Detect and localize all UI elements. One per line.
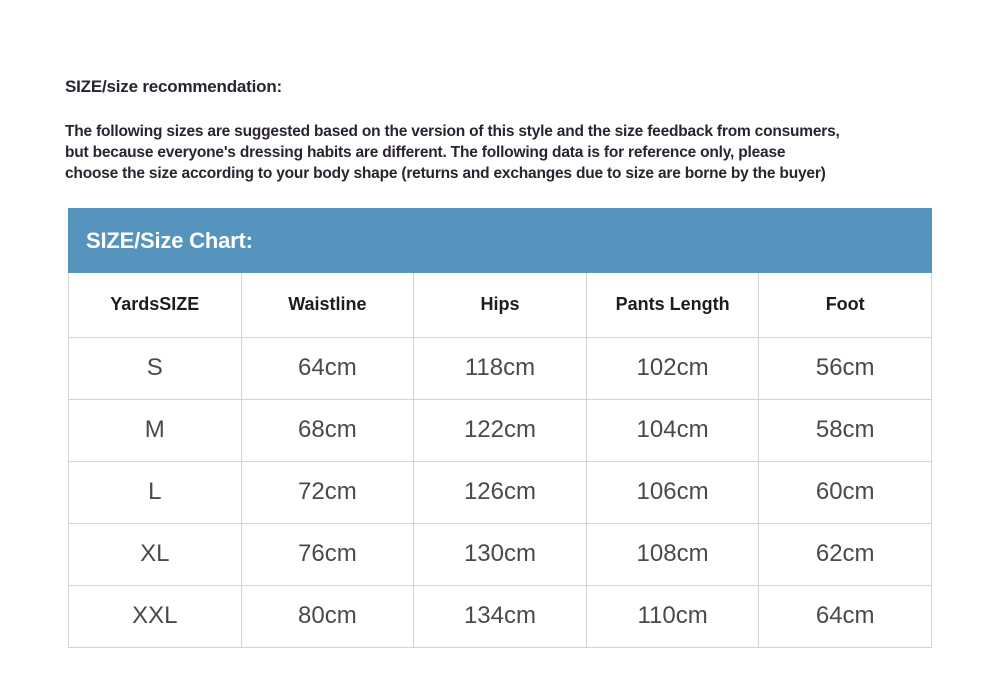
hips-cell: 122cm	[414, 399, 587, 461]
pants-length-cell: 102cm	[586, 337, 759, 399]
column-header-yards-size: YardsSIZE	[69, 273, 242, 337]
hips-cell: 134cm	[414, 585, 587, 647]
size-chart	[68, 208, 932, 648]
foot-cell: 58cm	[759, 399, 932, 461]
hips-cell: 126cm	[414, 461, 587, 523]
column-header-foot: Foot	[759, 273, 932, 337]
recommendation-body	[65, 121, 945, 184]
waistline-cell: 68cm	[241, 399, 414, 461]
size-label-cell: M	[69, 399, 242, 461]
pants-length-cell: 110cm	[586, 585, 759, 647]
recommendation-heading: SIZE/size recommendation:	[65, 77, 282, 96]
waistline-cell: 80cm	[241, 585, 414, 647]
waistline-cell: 76cm	[241, 523, 414, 585]
table-row-s	[69, 337, 932, 399]
size-label-cell: S	[69, 337, 242, 399]
pants-length-cell: 104cm	[586, 399, 759, 461]
recommendation-body-line: The following sizes are suggested based on the version of this style and the size feedback from consumers,	[65, 123, 840, 140]
table-row-xxl	[69, 585, 932, 647]
size-chart-table	[68, 273, 932, 648]
size-label-cell: L	[69, 461, 242, 523]
pants-length-cell: 108cm	[586, 523, 759, 585]
size-label-cell: XXL	[69, 585, 242, 647]
size-chart-table-body	[69, 337, 932, 647]
table-row-m	[69, 399, 932, 461]
size-chart-title: SIZE/Size Chart:	[68, 208, 932, 273]
foot-cell: 62cm	[759, 523, 932, 585]
table-row-l	[69, 461, 932, 523]
hips-cell: 130cm	[414, 523, 587, 585]
recommendation-body-line: but because everyone's dressing habits are different. The following data is for reference only, please	[65, 144, 786, 161]
waistline-cell: 72cm	[241, 461, 414, 523]
size-chart-table-head	[69, 273, 932, 337]
foot-cell: 60cm	[759, 461, 932, 523]
table-row-xl	[69, 523, 932, 585]
column-header-pants-length: Pants Length	[586, 273, 759, 337]
size-label-cell: XL	[69, 523, 242, 585]
header-row	[69, 273, 932, 337]
hips-cell: 118cm	[414, 337, 587, 399]
column-header-waistline: Waistline	[241, 273, 414, 337]
pants-length-cell: 106cm	[586, 461, 759, 523]
waistline-cell: 64cm	[241, 337, 414, 399]
foot-cell: 56cm	[759, 337, 932, 399]
foot-cell: 64cm	[759, 585, 932, 647]
recommendation-body-line: choose the size according to your body shape (returns and exchanges due to size are borne by the buyer)	[65, 165, 826, 182]
column-header-hips: Hips	[414, 273, 587, 337]
